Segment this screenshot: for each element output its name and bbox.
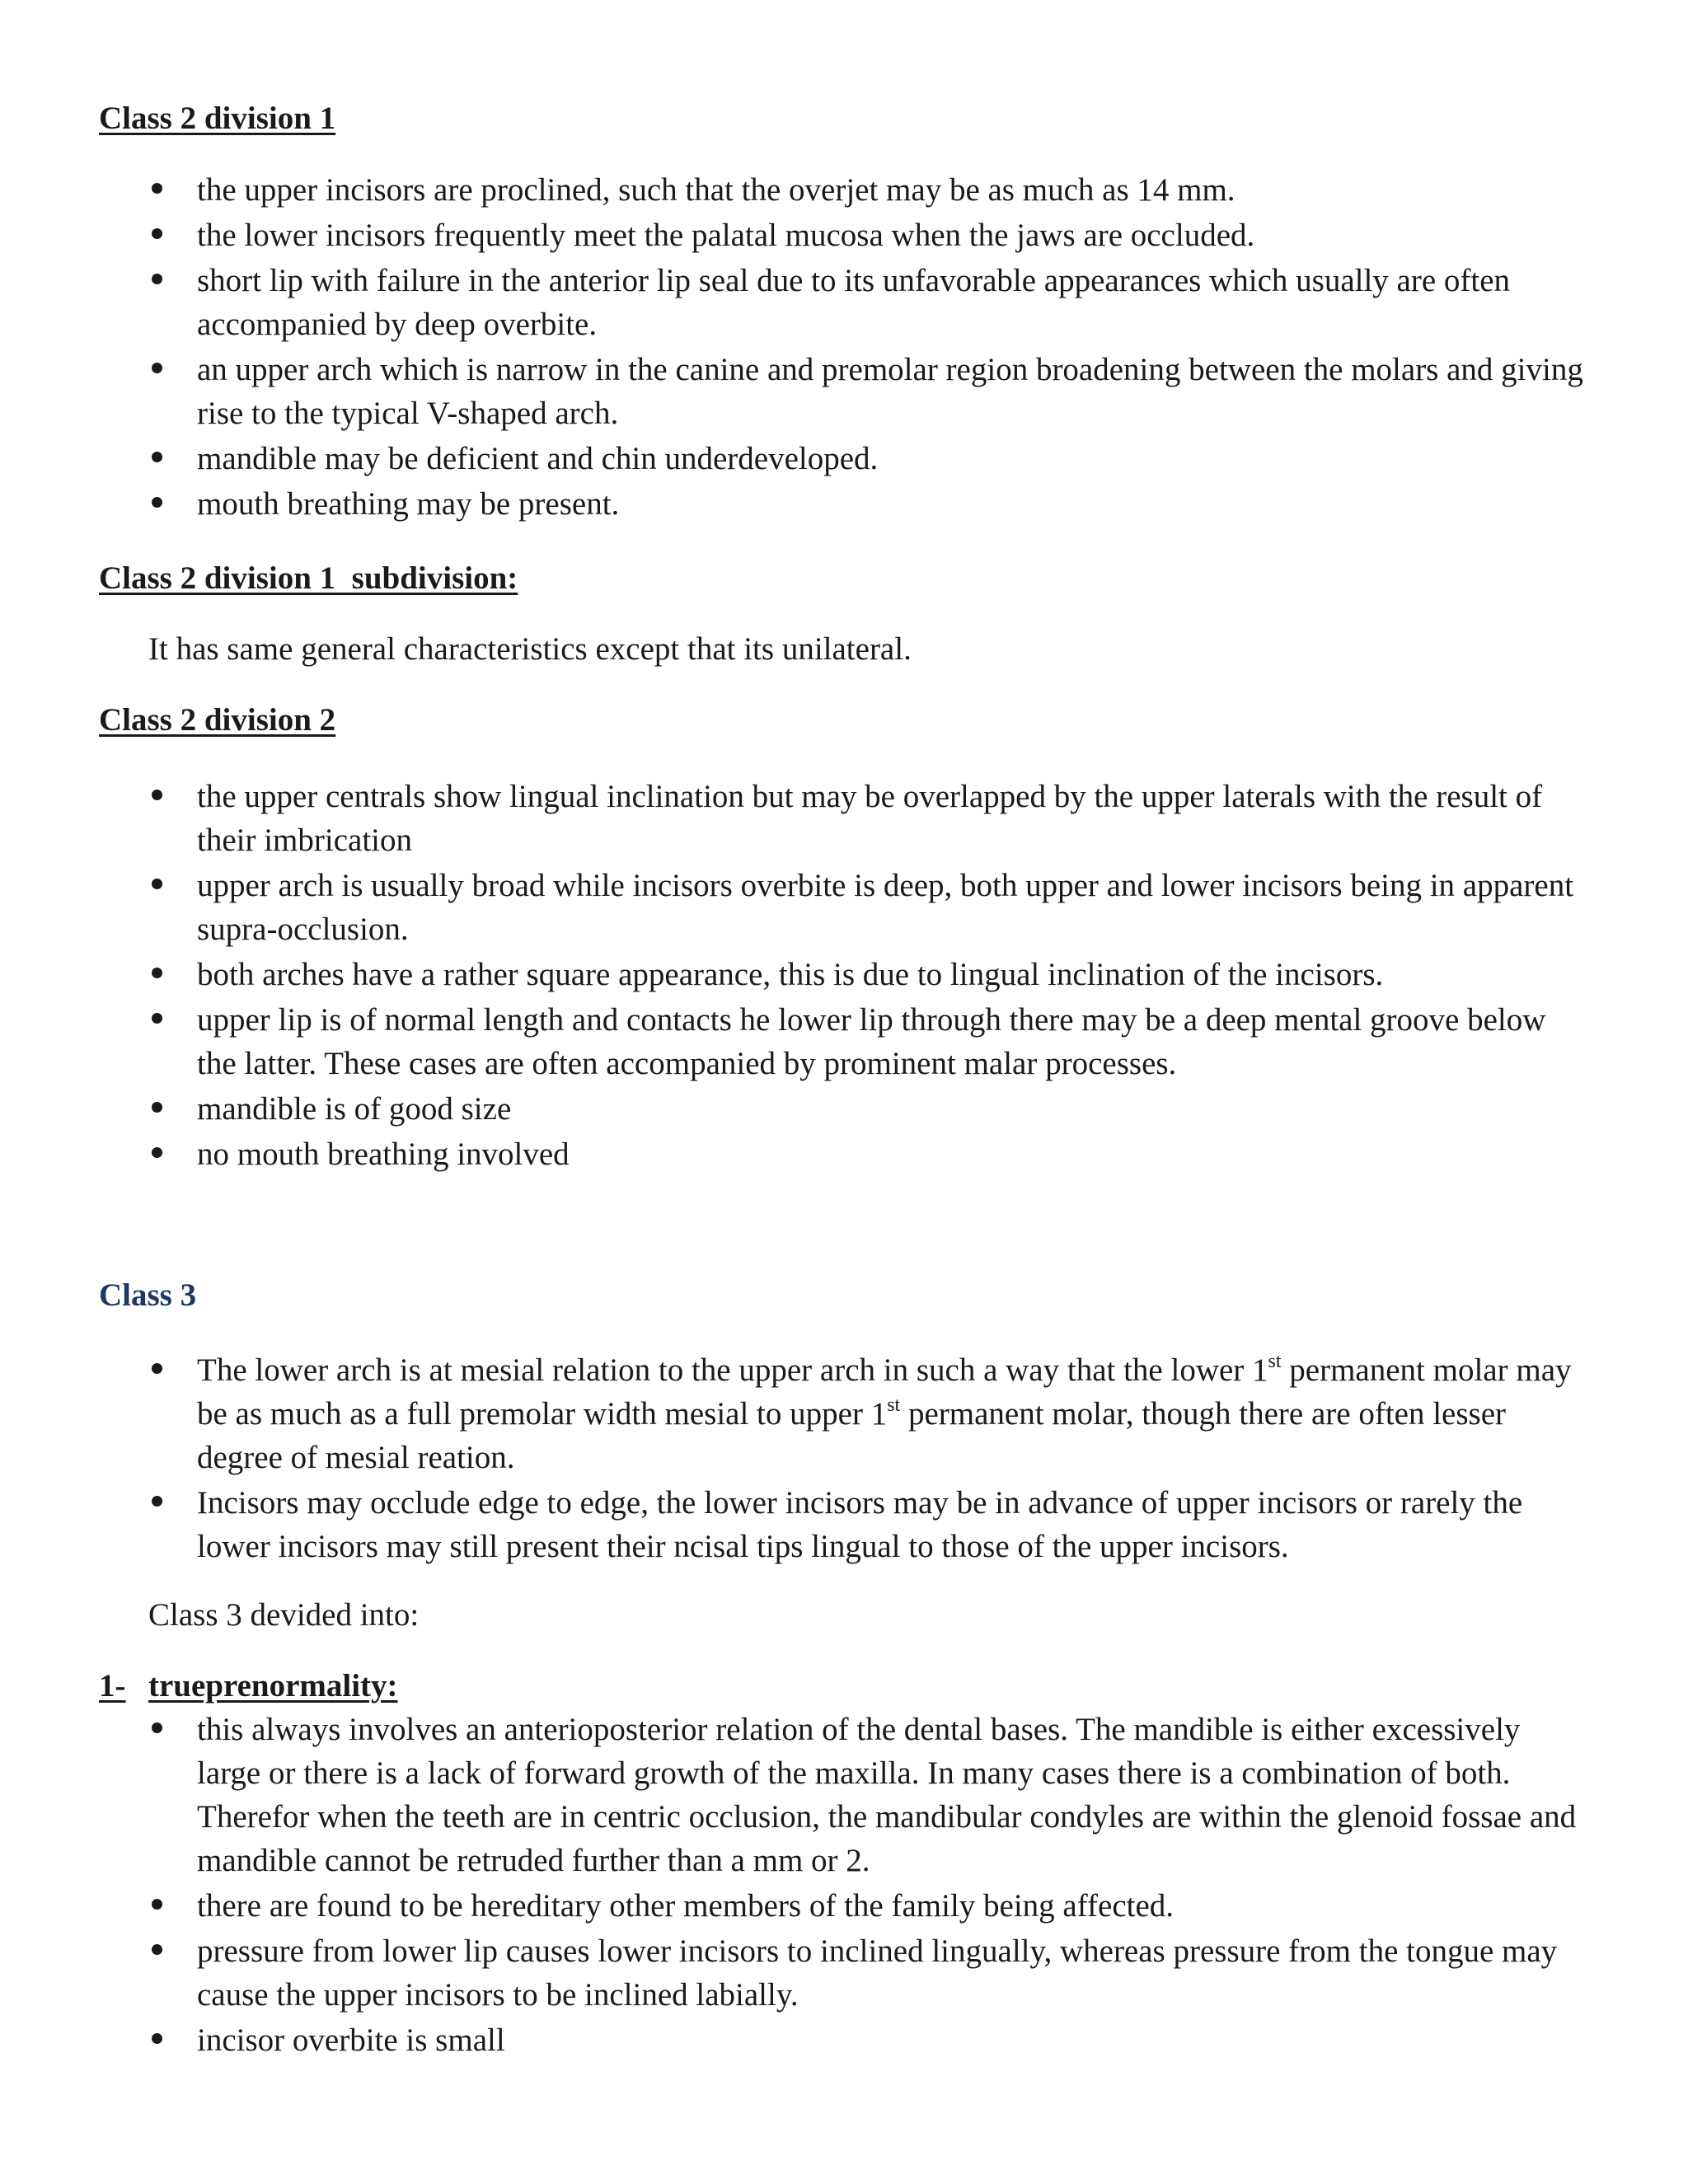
- bullet-icon: [152, 363, 162, 373]
- heading-class2-div1-subdivision: Class 2 division 1 subdivision:: [99, 560, 518, 596]
- list-item: no mouth breathing involved: [0, 1132, 1688, 1176]
- bullet-icon: [152, 274, 162, 284]
- list-item: mandible may be deficient and chin underdeveloped.: [0, 437, 1688, 480]
- bullet-icon: [152, 183, 162, 194]
- list-item: there are found to be hereditary other members of the family being affected.: [0, 1884, 1688, 1928]
- bullet-icon: [152, 1496, 162, 1507]
- list-number: 1-: [99, 1668, 126, 1704]
- bullet-icon: [152, 1147, 162, 1158]
- bullet-list-class3: [0, 1348, 1688, 1570]
- bullet-icon: [152, 228, 162, 239]
- bullet-list-class2-div1: [0, 168, 1688, 527]
- list-item: short lip with failure in the anterior lip seal due to its unfavorable appearances which usually are often accompanied by deep overbite.: [0, 259, 1688, 346]
- list-item: the upper incisors are proclined, such that the overjet may be as much as 14 mm.: [0, 168, 1688, 212]
- bullet-icon: [152, 1944, 162, 1955]
- list-item: the lower incisors frequently meet the palatal mucosa when the jaws are occluded.: [0, 213, 1688, 257]
- list-item: both arches have a rather square appearance, this is due to lingual inclination of the incisors.: [0, 953, 1688, 996]
- bullet-list-trueprenormality: [0, 1708, 1688, 2064]
- bullet-icon: [152, 1363, 162, 1374]
- bullet-list-class2-div2: [0, 775, 1688, 1178]
- class3-divided-text: Class 3 devided into:: [148, 1597, 420, 1633]
- bullet-icon: [152, 790, 162, 800]
- bullet-icon: [152, 1013, 162, 1024]
- bullet-icon: [152, 1102, 162, 1113]
- list-item: Incisors may occlude edge to edge, the lower incisors may be in advance of upper incisors or rarely the lower incisors may still present their ncisal tips lingual to those of the upper incisors.: [0, 1481, 1688, 1568]
- superscript: st: [887, 1394, 901, 1416]
- bullet-icon: [152, 2033, 162, 2044]
- bullet-icon: [152, 879, 162, 889]
- subdivision-text: It has same general characteristics except that its unilateral.: [148, 631, 912, 667]
- list-item: mandible is of good size: [0, 1087, 1688, 1131]
- list-item: The lower arch is at mesial relation to the upper arch in such a way that the lower 1st permanent molar may be as much as a full premolar width mesial to upper 1st permanent molar, though there are often lesser degree of mesial reation.: [0, 1348, 1688, 1479]
- list-item: pressure from lower lip causes lower incisors to inclined lingually, whereas pressure from the tongue may cause the upper incisors to be inclined labially.: [0, 1929, 1688, 2017]
- bullet-icon: [152, 968, 162, 978]
- heading-class3: Class 3: [99, 1277, 197, 1313]
- bullet-icon: [152, 497, 162, 508]
- numbered-heading-trueprenormality: [99, 1668, 398, 1704]
- heading-trueprenormality: trueprenormality:: [148, 1668, 398, 1704]
- bullet-icon: [152, 1899, 162, 1910]
- bullet-icon: [152, 1722, 162, 1733]
- list-item: incisor overbite is small: [0, 2018, 1688, 2062]
- list-item: mouth breathing may be present.: [0, 482, 1688, 526]
- bullet-icon: [152, 452, 162, 462]
- heading-class2-div2: Class 2 division 2: [99, 702, 336, 738]
- list-item: an upper arch which is narrow in the canine and premolar region broadening between the molars and giving rise to the typical V-shaped arch.: [0, 348, 1688, 435]
- list-item: the upper centrals show lingual inclination but may be overlapped by the upper laterals with the result of their imbrication: [0, 775, 1688, 862]
- heading-class2-div1: Class 2 division 1: [99, 101, 336, 136]
- list-item: upper lip is of normal length and contacts he lower lip through there may be a deep mental groove below the latter. These cases are often accompanied by prominent malar processes.: [0, 998, 1688, 1085]
- list-item: this always involves an anterioposterior relation of the dental bases. The mandible is either excessively large or there is a lack of forward growth of the maxilla. In many cases there is a combination of both. Therefor when the teeth are in centric occlusion, the mandibular condyles are within the glenoid fossae and mandible cannot be retruded further than a mm or 2.: [0, 1708, 1688, 1882]
- superscript: st: [1268, 1351, 1282, 1372]
- list-item: upper arch is usually broad while incisors overbite is deep, both upper and lower incisors being in apparent supra-occlusion.: [0, 864, 1688, 951]
